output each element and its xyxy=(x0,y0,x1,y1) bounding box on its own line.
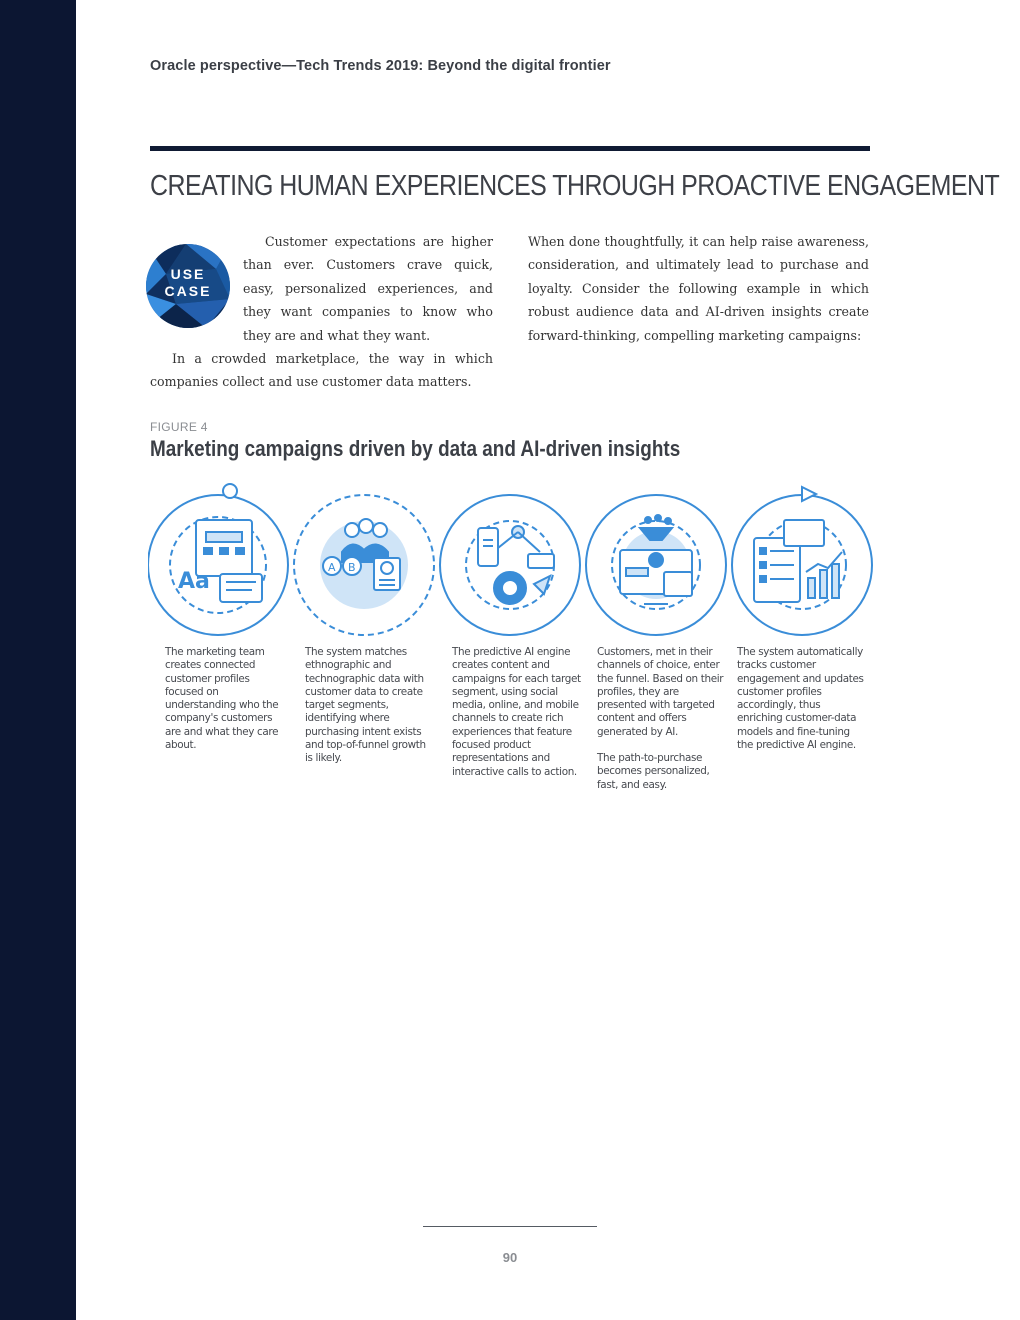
omnichannel-network-icon xyxy=(440,495,580,635)
step-text: Customers, met in their channels of choice, enter the funnel. Based on their profiles, they are presented with targeted content and offers generated by AI. xyxy=(597,646,724,738)
process-diagram xyxy=(148,480,878,640)
analytics-report-icon xyxy=(732,487,872,635)
step-description xyxy=(305,646,435,766)
title-rule xyxy=(150,146,870,151)
svg-text:B: B xyxy=(348,561,356,574)
section-title: CREATING HUMAN EXPERIENCES THROUGH PROACTIVE ENGAGEMENT xyxy=(150,170,1000,202)
badge-line-2: CASE xyxy=(164,283,212,299)
figure-label: FIGURE 4 xyxy=(150,420,208,434)
figure-title: Marketing campaigns driven by data and AI-driven insights xyxy=(150,436,681,461)
intro-paragraph: Customer expectations are higher than ever. Customers crave quick, easy, personalized experiences, and they want companies to know who they are and what they want. xyxy=(243,234,493,343)
side-bar xyxy=(0,0,76,1320)
step-text: The predictive AI engine creates content and campaigns for each target segment, using social media, online, and mobile channels to create rich experiences that feature focused product representations and interactive calls to action. xyxy=(452,646,581,778)
svg-text:Aa: Aa xyxy=(178,569,210,594)
svg-text:A: A xyxy=(328,561,336,574)
step-description xyxy=(452,646,582,779)
sales-funnel-icon xyxy=(586,495,726,635)
customer-profile-icon xyxy=(148,484,288,635)
page-number: 90 xyxy=(502,1250,518,1265)
running-head: Oracle perspective—Tech Trends 2019: Beyond the digital frontier xyxy=(150,58,611,74)
intro-column-2 xyxy=(528,230,869,347)
audience-segments-icon xyxy=(294,495,434,635)
step-description xyxy=(737,646,865,752)
step-text: The system matches ethnographic and technographic data with customer data to create target segments, identifying where purchasing intent exists and top-of-funnel growth is likely. xyxy=(305,646,426,765)
intro-column-1 xyxy=(150,230,493,394)
step-text: The system automatically tracks customer engagement and updates customer profiles accordingly, thus enriching customer-data models and fine-tuning the predictive AI engine. xyxy=(737,646,864,752)
intro-paragraph: In a crowded marketplace, the way in which companies collect and use customer data matters. xyxy=(150,351,493,390)
intro-paragraph: When done thoughtfully, it can help raise awareness, consideration, and ultimately lead to purchase and loyalty. Consider the following example in which robust audience data and AI-driven insights create forward-thinking, compelling marketing campaigns: xyxy=(528,234,869,343)
step-description xyxy=(597,646,725,792)
badge-line-1: USE xyxy=(170,266,206,282)
step-text: The marketing team creates connected customer profiles focused on understanding who the company's customers are and what they care about. xyxy=(165,646,279,752)
step-text: The path-to-purchase becomes personalized, fast, and easy. xyxy=(597,752,710,791)
footer-rule xyxy=(423,1226,597,1227)
step-description xyxy=(165,646,289,752)
